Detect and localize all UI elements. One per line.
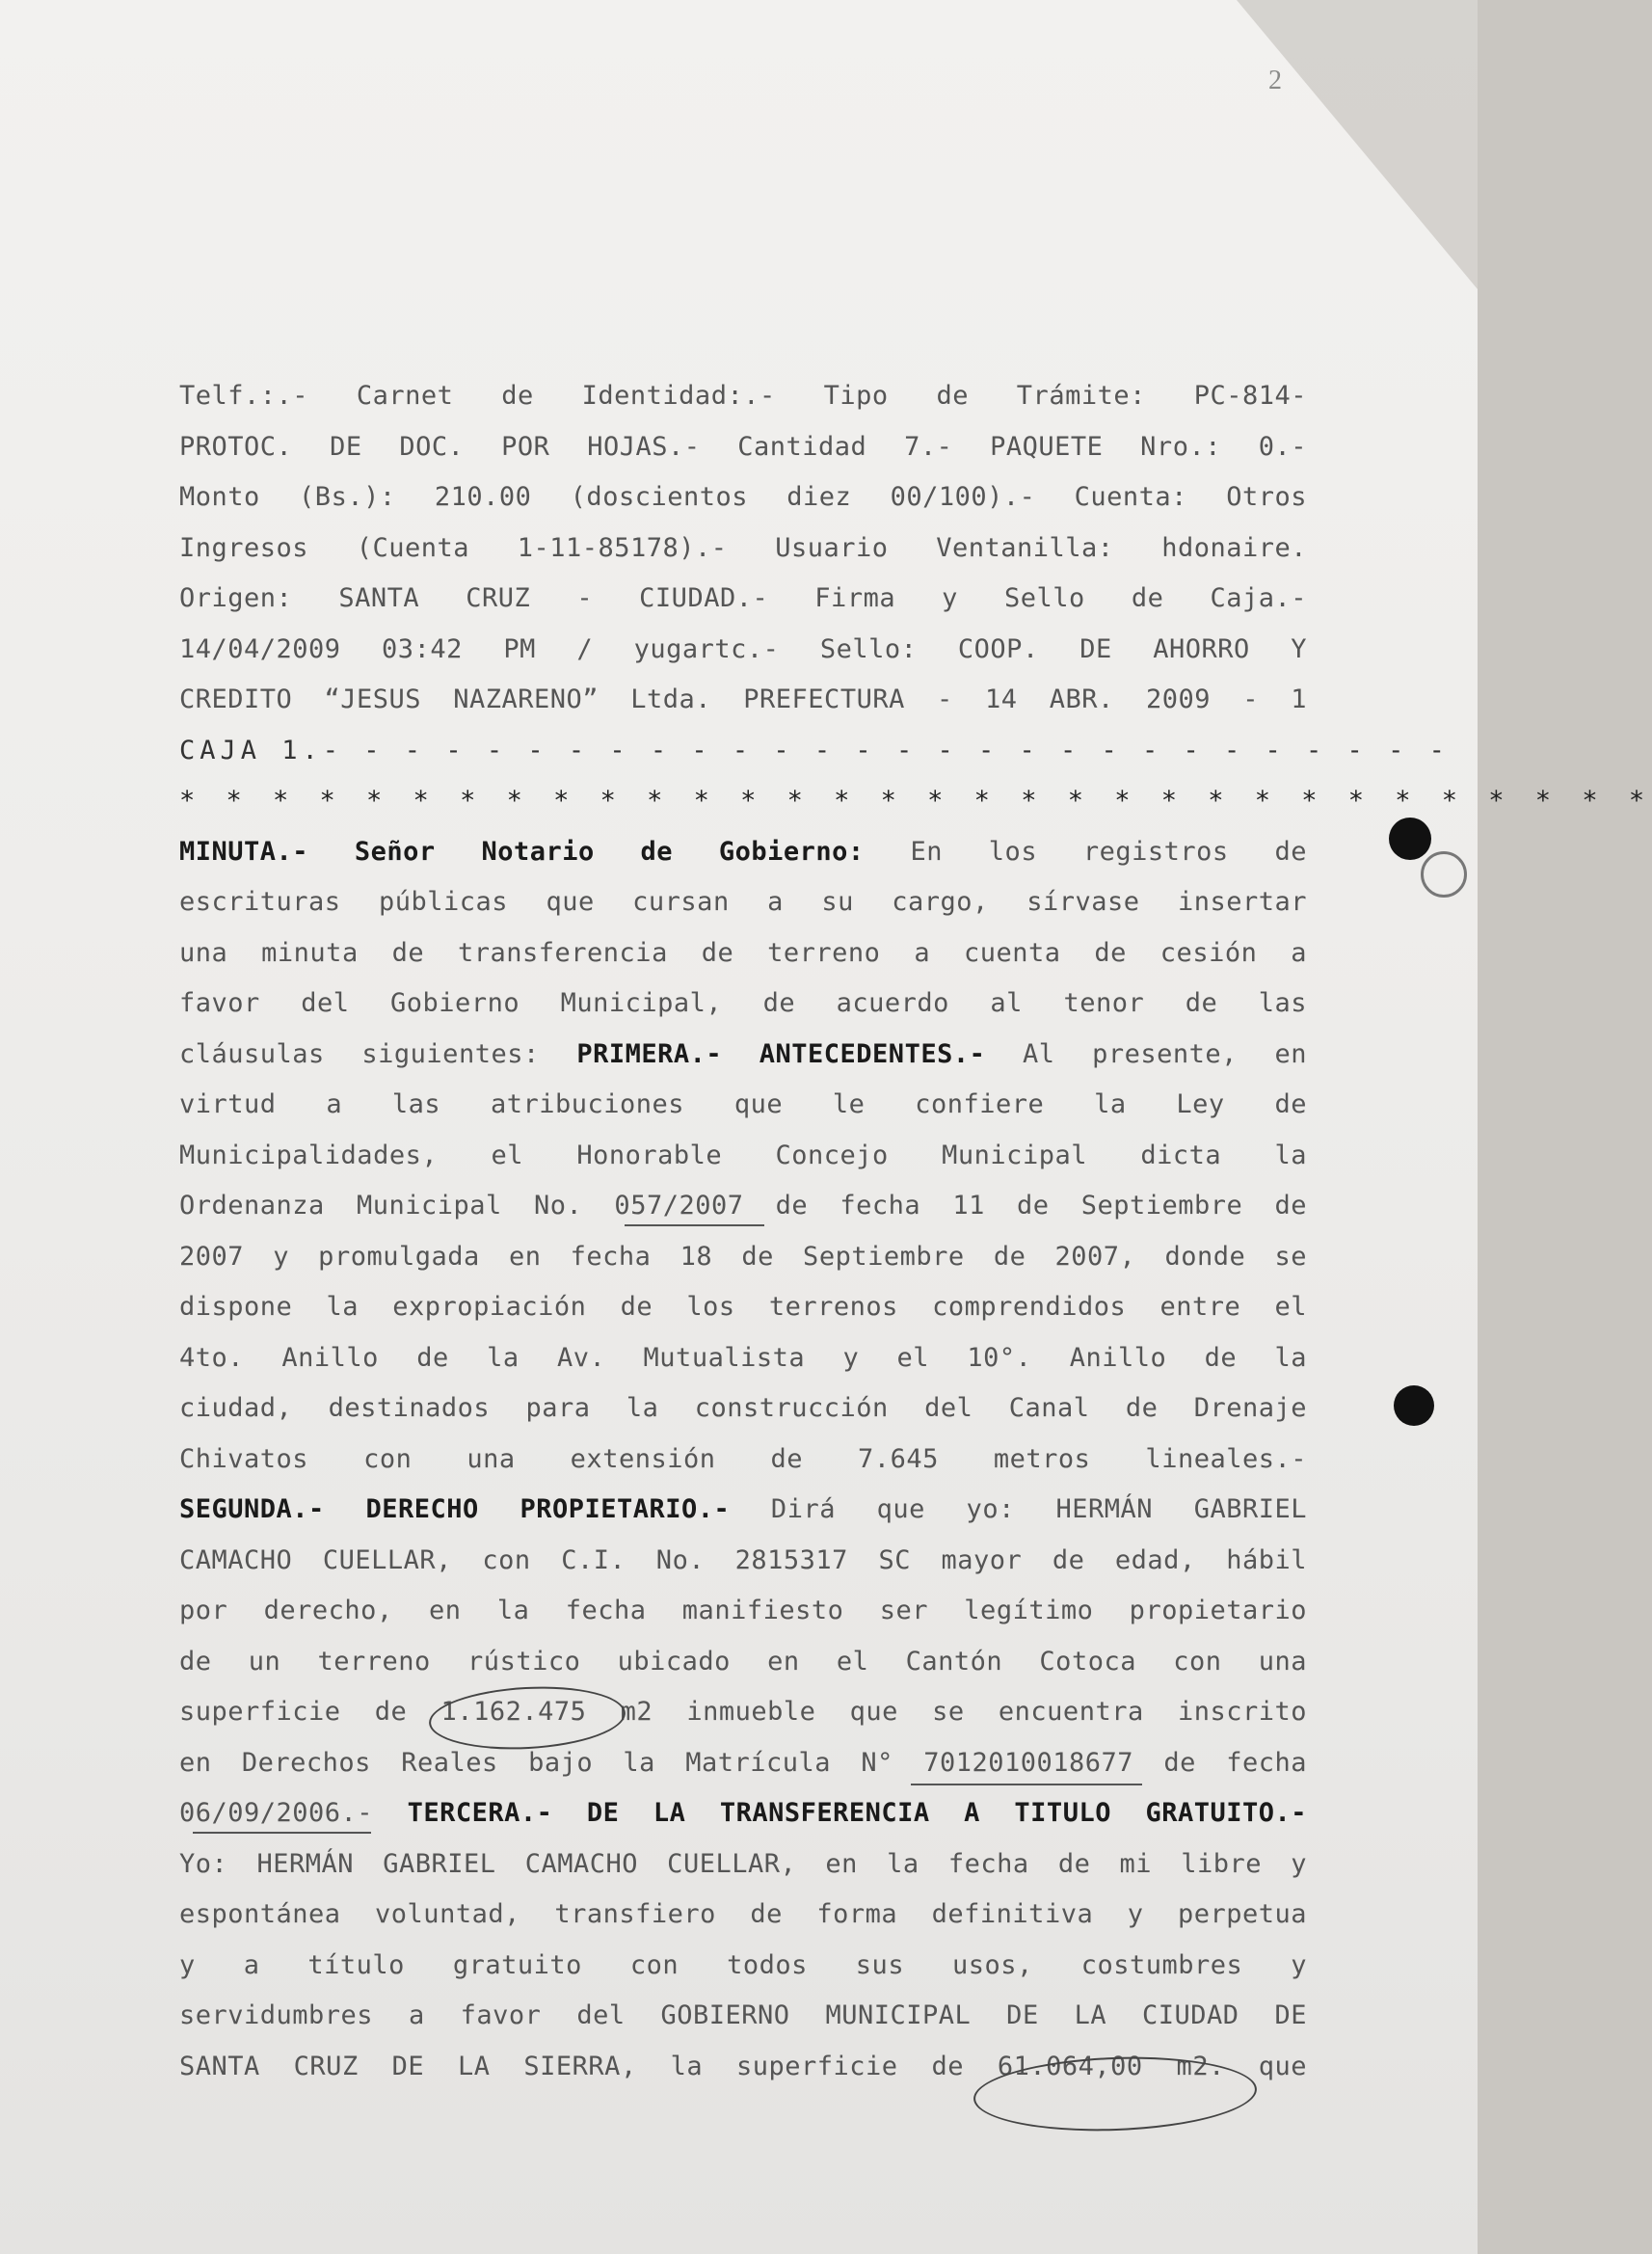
- text-line: CREDITO “JESUS NAZARENO” Ltda. PREFECTURA - 14 ABR. 2009 - 1: [179, 684, 1307, 714]
- text-line: una minuta de transferencia de terreno a cuenta de cesión a: [179, 937, 1307, 968]
- page-number: 2: [1268, 66, 1282, 95]
- text-line: SEGUNDA.- DERECHO PROPIETARIO.- Dirá que yo: HERMÁN GABRIEL: [179, 1494, 1307, 1524]
- text-line: favor del Gobierno Municipal, de acuerdo al tenor de las: [179, 988, 1307, 1018]
- text-line: Monto (Bs.): 210.00 (doscientos diez 00/100).- Cuenta: Otros: [179, 482, 1307, 512]
- text-line: en Derechos Reales bajo la Matrícula N° 7012010018677 de fecha: [179, 1747, 1307, 1778]
- text-line: SANTA CRUZ DE LA SIERRA, la superficie de 61.064,00 m2. que: [179, 2051, 1307, 2081]
- text-line: escrituras públicas que cursan a su cargo, sírvase insertar: [179, 887, 1307, 917]
- text-line: PROTOC. DE DOC. POR HOJAS.- Cantidad 7.- PAQUETE Nro.: 0.-: [179, 431, 1307, 462]
- asterisk-separator-line: * * * * * * * * * * * * * * * * * * * * * * * * * * * * * * * *: [179, 786, 1652, 816]
- text-line: Yo: HERMÁN GABRIEL CAMACHO CUELLAR, en la fecha de mi libre y: [179, 1848, 1307, 1879]
- text-line: espontánea voluntad, transfiero de forma definitiva y perpetua: [179, 1899, 1307, 1929]
- text-line: virtud a las atribuciones que le confiere la Ley de: [179, 1089, 1307, 1119]
- text-line: 14/04/2009 03:42 PM / yugartc.- Sello: COOP. DE AHORRO Y: [179, 633, 1307, 664]
- text-line: superficie de 1.162.475 m2 inmueble que se encuentra inscrito: [179, 1697, 1307, 1727]
- text-line: Telf.:.- Carnet de Identidad:.- Tipo de Trámite: PC-814-: [179, 381, 1307, 411]
- handwritten-underline-matricula: [911, 1784, 1142, 1785]
- text-line: y a título gratuito con todos sus usos, costumbres y: [179, 1949, 1307, 1980]
- handwritten-underline-date: [193, 1832, 371, 1834]
- text-line: servidumbres a favor del GOBIERNO MUNICIPAL DE LA CIUDAD DE: [179, 2000, 1307, 2030]
- text-line: CAMACHO CUELLAR, con C.I. No. 2815317 SC mayor de edad, hábil: [179, 1544, 1307, 1575]
- punch-hole-ring: [1421, 851, 1467, 898]
- document-body: [179, 371, 1652, 2092]
- text-line: dispone la expropiación de los terrenos comprendidos entre el: [179, 1292, 1307, 1322]
- text-line: MINUTA.- Señor Notario de Gobierno: En los registros de: [179, 836, 1307, 867]
- text-line: Municipalidades, el Honorable Concejo Municipal dicta la: [179, 1140, 1307, 1170]
- text-line: cláusulas siguientes: PRIMERA.- ANTECEDENTES.- Al presente, en: [179, 1038, 1307, 1069]
- text-line: de un terreno rústico ubicado en el Cantón Cotoca con una: [179, 1646, 1307, 1677]
- text-line: 4to. Anillo de la Av. Mutualista y el 10°. Anillo de la: [179, 1342, 1307, 1373]
- text-line: Origen: SANTA CRUZ - CIUDAD.- Firma y Sello de Caja.-: [179, 583, 1307, 613]
- text-line: por derecho, en la fecha manifiesto ser legítimo propietario: [179, 1596, 1307, 1625]
- punch-hole-top: [1389, 818, 1431, 860]
- folded-corner: [1237, 0, 1478, 289]
- text-line: Ingresos (Cuenta 1-11-85178).- Usuario Ventanilla: hdonaire.: [179, 532, 1307, 563]
- text-line: 06/09/2006.- TERCERA.- DE LA TRANSFERENCIA A TITULO GRATUITO.-: [179, 1798, 1307, 1828]
- text-line: 2007 y promulgada en fecha 18 de Septiembre de 2007, donde se: [179, 1241, 1307, 1272]
- handwritten-underline-ordinance: [625, 1224, 764, 1226]
- dash-separator-line: CAJA 1.- - - - - - - - - - - - - - - - - - - - - - - - - - - -: [179, 735, 1450, 765]
- text-line: Chivatos con una extensión de 7.645 metros lineales.-: [179, 1443, 1307, 1474]
- text-line: ciudad, destinados para la construcción del Canal de Drenaje: [179, 1393, 1307, 1423]
- text-line: Ordenanza Municipal No. 057/2007 de fecha 11 de Septiembre de: [179, 1191, 1307, 1221]
- punch-hole-bottom: [1394, 1385, 1434, 1426]
